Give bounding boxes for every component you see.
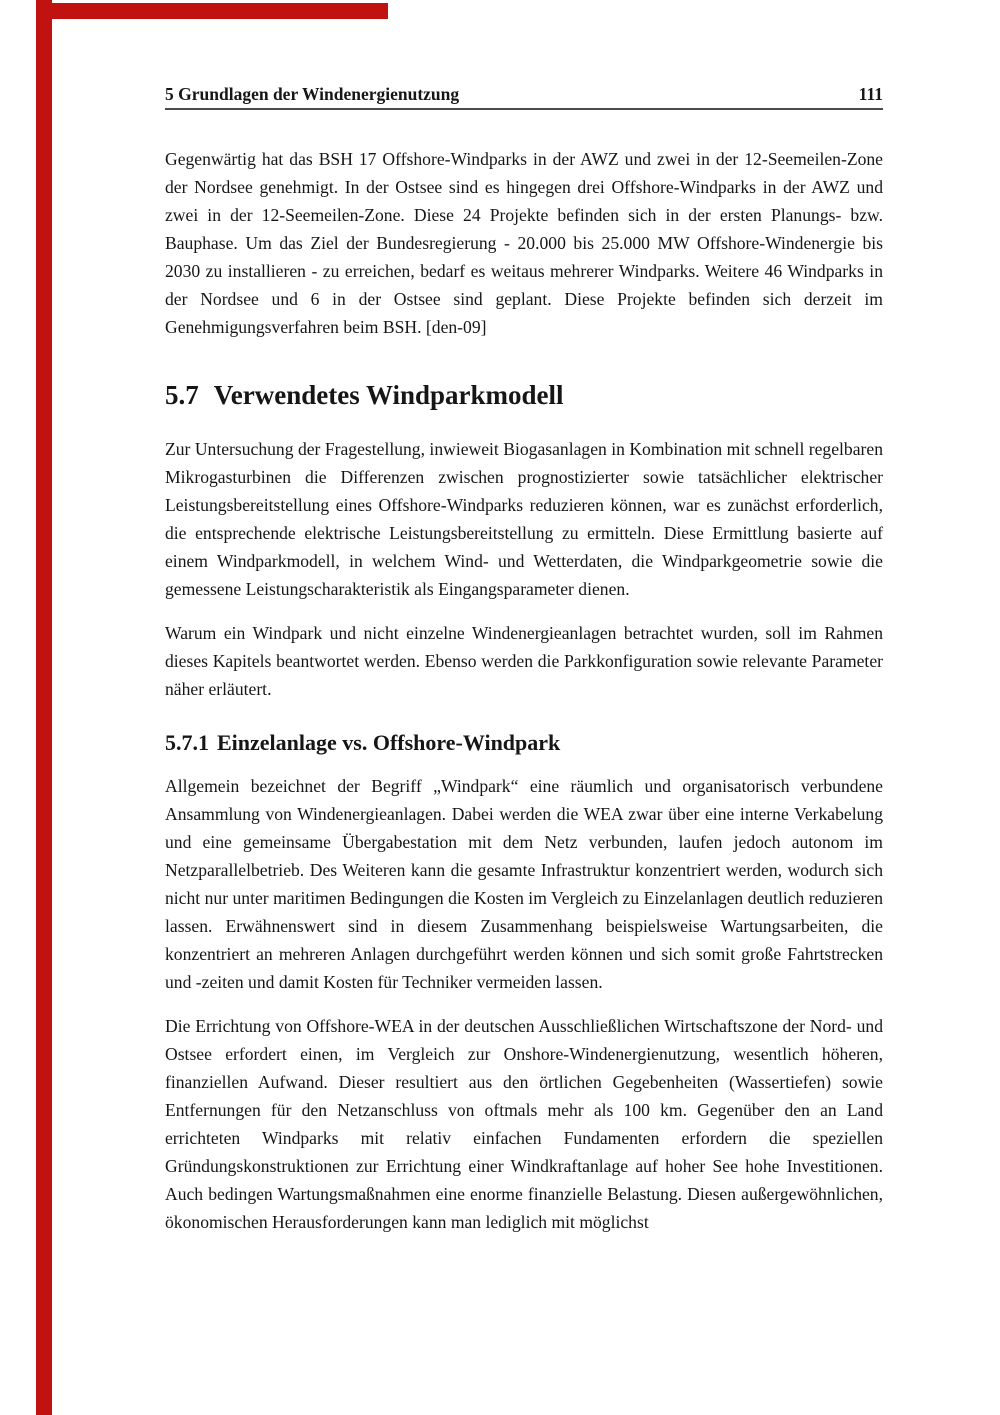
red-margin-mark-vertical xyxy=(36,0,52,1415)
section-number: 5.7 xyxy=(165,380,199,410)
paragraph-intro: Gegenwärtig hat das BSH 17 Offshore-Windparks in der AWZ und zwei in der 12-Seemeilen-Zone der Nordsee genehmigt. In der Ostsee sind es hingegen drei Offshore-Windparks in der AWZ und zwei in der 12-Seemeilen-Zone. Diese 24 Projekte befinden sich in der ersten Planungs- bzw. Bauphase. Um das Ziel der Bundesregierung - 20.000 bis 25.000 MW Offshore-Windenergie bis 2030 zu installieren - zu erreichen, bedarf es weitaus mehrerer Windparks. Weitere 46 Windparks in der Nordsee und 6 in der Ostsee sind geplant. Diese Projekte befinden sich derzeit im Genehmigungsverfahren beim BSH. [den-09] xyxy=(165,149,883,337)
page-content xyxy=(165,84,883,1236)
subsection-paragraph-1: Allgemein bezeichnet der Begriff „Windpark“ eine räumlich und organisatorisch verbundene Ansammlung von Windenergieanlagen. Dabei werden die WEA zwar über eine interne Verkabelung und eine gemeinsame Übergabestation mit dem Netz verbunden, laufen jedoch autonom im Netzparallelbetrieb. Des Weiteren kann die gesamte Infrastruktur konzentriert werden, wodurch sich nicht nur unter maritimen Bedingungen die Kosten im Vergleich zu Einzelanlagen deutlich reduzieren lassen. Erwähnenswert sind in diesem Zusammenhang beispielsweise Wartungsarbeiten, die konzentriert an mehreren Anlagen durchgeführt werden können und sich somit große Fahrtstrecken und -zeiten und damit Kosten für Techniker vermeiden lassen. xyxy=(165,776,883,992)
section-paragraph-2: Warum ein Windpark und nicht einzelne Windenergieanlagen betrachtet wurden, soll im Rahmen dieses Kapitels beantwortet werden. Ebenso werden die Parkkonfiguration sowie relevante Parameter näher erläutert. xyxy=(165,623,883,699)
subsection-heading xyxy=(165,730,883,756)
section-paragraph-1: Zur Untersuchung der Fragestellung, inwieweit Biogasanlagen in Kombination mit schnell regelbaren Mikrogasturbinen die Differenzen zwischen prognostizierter sowie tatsächlicher elektrischer Leistungsbereitstellung eines Offshore-Windparks reduzieren können, war es zunächst erforderlich, die entsprechende elektrische Leistungsbereitstellung zu ermitteln. Diese Ermittlung basierte auf einem Windparkmodell, in welchem Wind- und Wetterdaten, die Windparkgeometrie sowie die gemessene Leistungscharakteristik als Eingangsparameter dienen. xyxy=(165,439,883,599)
subsection-paragraph-2: Die Errichtung von Offshore-WEA in der deutschen Ausschließlichen Wirtschaftszone der Nord- und Ostsee erfordert einen, im Vergleich zur Onshore-Windenergienutzung, wesentlich höheren, finanziellen Aufwand. Dieser resultiert aus den örtlichen Gegebenheiten (Wassertiefen) sowie Entfernungen für den Netzanschluss von oftmals mehr als 100 km. Gegenüber den an Land errichteten Windparks mit relativ einfachen Fundamenten erfordern die speziellen Gründungskonstruktionen zur Errichtung einer Windkraftanlage auf hoher See hohe Investitionen. Auch bedingen Wartungsmaßnahmen eine enorme finanzielle Belastung. Diesen außergewöhnlichen, ökonomischen Herausforderungen kann man lediglich mit möglichst xyxy=(165,1016,883,1232)
running-header-chapter: 5 Grundlagen der Windenergienutzung xyxy=(165,84,460,104)
running-header xyxy=(165,84,883,110)
section-title: Verwendetes Windparkmodell xyxy=(213,380,564,410)
red-margin-mark-horizontal xyxy=(36,3,388,19)
subsection-title: Einzelanlage vs. Offshore-Windpark xyxy=(217,730,561,755)
page-number: 111 xyxy=(858,84,883,104)
section-heading xyxy=(165,379,883,411)
subsection-number: 5.7.1 xyxy=(165,730,209,755)
